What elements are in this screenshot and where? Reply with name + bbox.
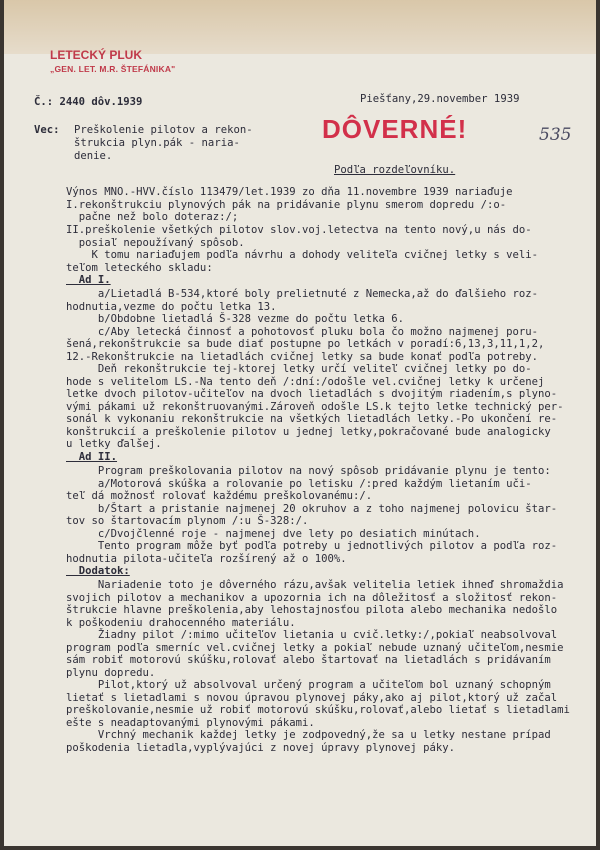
body-line: hodnutia,vezme do počtu letka 13. [66, 300, 277, 313]
section-heading: Ad II. [66, 451, 118, 463]
body-line: ešte s neadaptovanými plynovými pákami. [66, 716, 315, 729]
body-line: Tento program môže byť podľa potreby u jednotlivých pilotov a podľa roz- [66, 540, 558, 552]
body-line: pačne než bolo doteraz:/; [66, 211, 239, 223]
body-line: letke dvoch pilotov-učiteľov na dvoch lietadlách s dvojitým riadením,s plyno- [66, 388, 558, 400]
body-line: plynu dopredu. [66, 666, 156, 679]
stamp-unit-subtitle: „GEN. LET. M.R. ŠTEFÁNIKA" [50, 64, 176, 74]
document-page [4, 0, 596, 846]
subject-line: Preškolenie pilotov a rekon- [74, 124, 253, 136]
body-line: b/Obdobne lietadlá Š-328 vezme do počtu letka 6. [66, 313, 405, 325]
body-line: Nariadenie toto je dôverného rázu,avšak velitelia letiek ihneď shromaždia [66, 579, 564, 591]
body-line: a/Motorová skúška a rolovanie po letisku /:pred každým lietaním uči- [66, 477, 532, 490]
body-line: Deň rekonštrukcie tej-ktorej letky určí veliteľ cvičnej letky po do- [66, 363, 532, 375]
body-line: Vrchný mechanik každej letky je zodpovedný,že sa u letky nestane prípad [66, 729, 551, 741]
pencil-note: 535 [539, 125, 572, 145]
subject-line: denie. [74, 150, 113, 162]
body-line: K tomu nariaďujem podľa návrhu a dohody veliteľa cvičnej letky s veli- [66, 249, 538, 261]
body-line: tov so štartovacím plynom /:u Š-328:/. [66, 515, 309, 527]
body-line: sonál k vykonaniu rekonštrukcie na všetkých lietadlách letky.-Po ukončení re- [66, 413, 558, 425]
body-line: preškolovanie,nesmie už robiť motorovú skúšku,rolovať,alebo lietať s lietadlami [66, 704, 570, 716]
body-line: b/Štart a pristanie najmenej 20 okruhov a z toho najmenej polovicu štar- [66, 502, 558, 515]
body-line: štrukcie hlavne preškolenia,aby lehostajnosťou pilota alebo mechanika nedošlo [66, 604, 558, 616]
body-line: vými pákami už rekonštruovanými.Zároveň odošle LS.k tejto letke technický per- [66, 400, 564, 413]
body-line: Program preškolovania pilotov na nový spôsob pridávanie plynu je tento: [66, 465, 551, 477]
unit-stamp [50, 48, 175, 76]
section-heading: Dodatok: [66, 565, 130, 577]
body-line: konštrukcií a preškolenie pilotov u jednej letky,pokračované bude analogicky [66, 425, 551, 438]
body-line: hode s velitelom LS.-Na tento deň /:dní:/odošle vel.cvičnej letky k určenej [66, 375, 545, 388]
body-line: Žiadny pilot /:mimo učiteľov lietania u cvič.letky:/,pokiaľ neabsolvoval [66, 629, 558, 641]
body-line: lietať s lietadlami s novou úpravou plynovej páky,ako aj pilot,ktorý už začal [66, 691, 558, 704]
body-line: 12.-Rekonštrukcie na lietadlách cvičnej letky sa bude konať podľa potreby. [66, 350, 538, 363]
body-line: Výnos MNO.-HVV.číslo 113479/let.1939 zo dňa 11.novembre 1939 nariaďuje [66, 186, 513, 198]
body-line: u letky ďalšej. [66, 438, 162, 450]
subject-line: štrukcia plyn.pák - naria- [74, 137, 240, 149]
body-line: svojich pilotov a mechanikov a upozornia ich na dôležitosť a složitosť rekon- [66, 591, 558, 604]
body-line: sám robiť motorovú skúšku,rolovať alebo štartovať na lietadlách s pridávaním [66, 654, 551, 666]
body-line: II.preškolenie všetkých pilotov slov.voj.letectva na tento nový,u nás do- [66, 224, 532, 236]
body-line: Pilot,ktorý už absolvoval určený program a učiteľom bol uznaný schopným [66, 679, 551, 691]
classification-stamp: DÔVERNÉ! [322, 114, 468, 144]
body-line: c/Aby letecká činnosť a pohotovosť pluku bola čo možno najmenej poru- [66, 325, 538, 338]
body-line: šená,rekonštrukcie sa bude diať postupne po letkách v poradí:6,13,3,11,1,2, [66, 338, 545, 350]
body-line: posiaľ nepoužívaný spôsob. [66, 236, 245, 249]
distribution-note: Podľa rozdeľovníku. [334, 164, 456, 176]
subject-label: Vec: [34, 124, 60, 136]
reference-number: Č.: 2440 dôv.1939 [34, 96, 143, 108]
body-line: poškodenia lietadla,vyplývajúci z novej úpravy plynovej páky. [66, 741, 456, 754]
body-line: hodnutia pilota-učiteľa rozšírený až o 100%. [66, 552, 347, 565]
folder-edge [4, 0, 596, 54]
body-line: teľom leteckého skladu: [66, 261, 213, 274]
body-line: k poškodeniu drahocenného materiálu. [66, 616, 296, 629]
section-heading: Ad I. [66, 274, 111, 286]
place-date: Piešťany,29.november 1939 [360, 93, 520, 105]
body-line: a/Lietadlá B-534,ktoré boly prelietnuté z Nemecka,až do ďalšieho roz- [66, 288, 538, 300]
body-line: c/Dvojčlenné roje - najmenej dve lety po desiatich minútach. [66, 527, 481, 540]
body-line: teľ dá možnosť rolovať každému preškolovanému:/. [66, 490, 373, 502]
body-line: program podľa smerníc vel.cvičnej letky a pokiaľ nebude uznaný učiteľom,nesmie [66, 641, 564, 654]
body-line: I.rekonštrukciu plynových pák na pridávanie plynu smerom dopredu /:o- [66, 198, 507, 211]
stamp-unit-name: LETECKÝ PLUK [50, 48, 143, 62]
